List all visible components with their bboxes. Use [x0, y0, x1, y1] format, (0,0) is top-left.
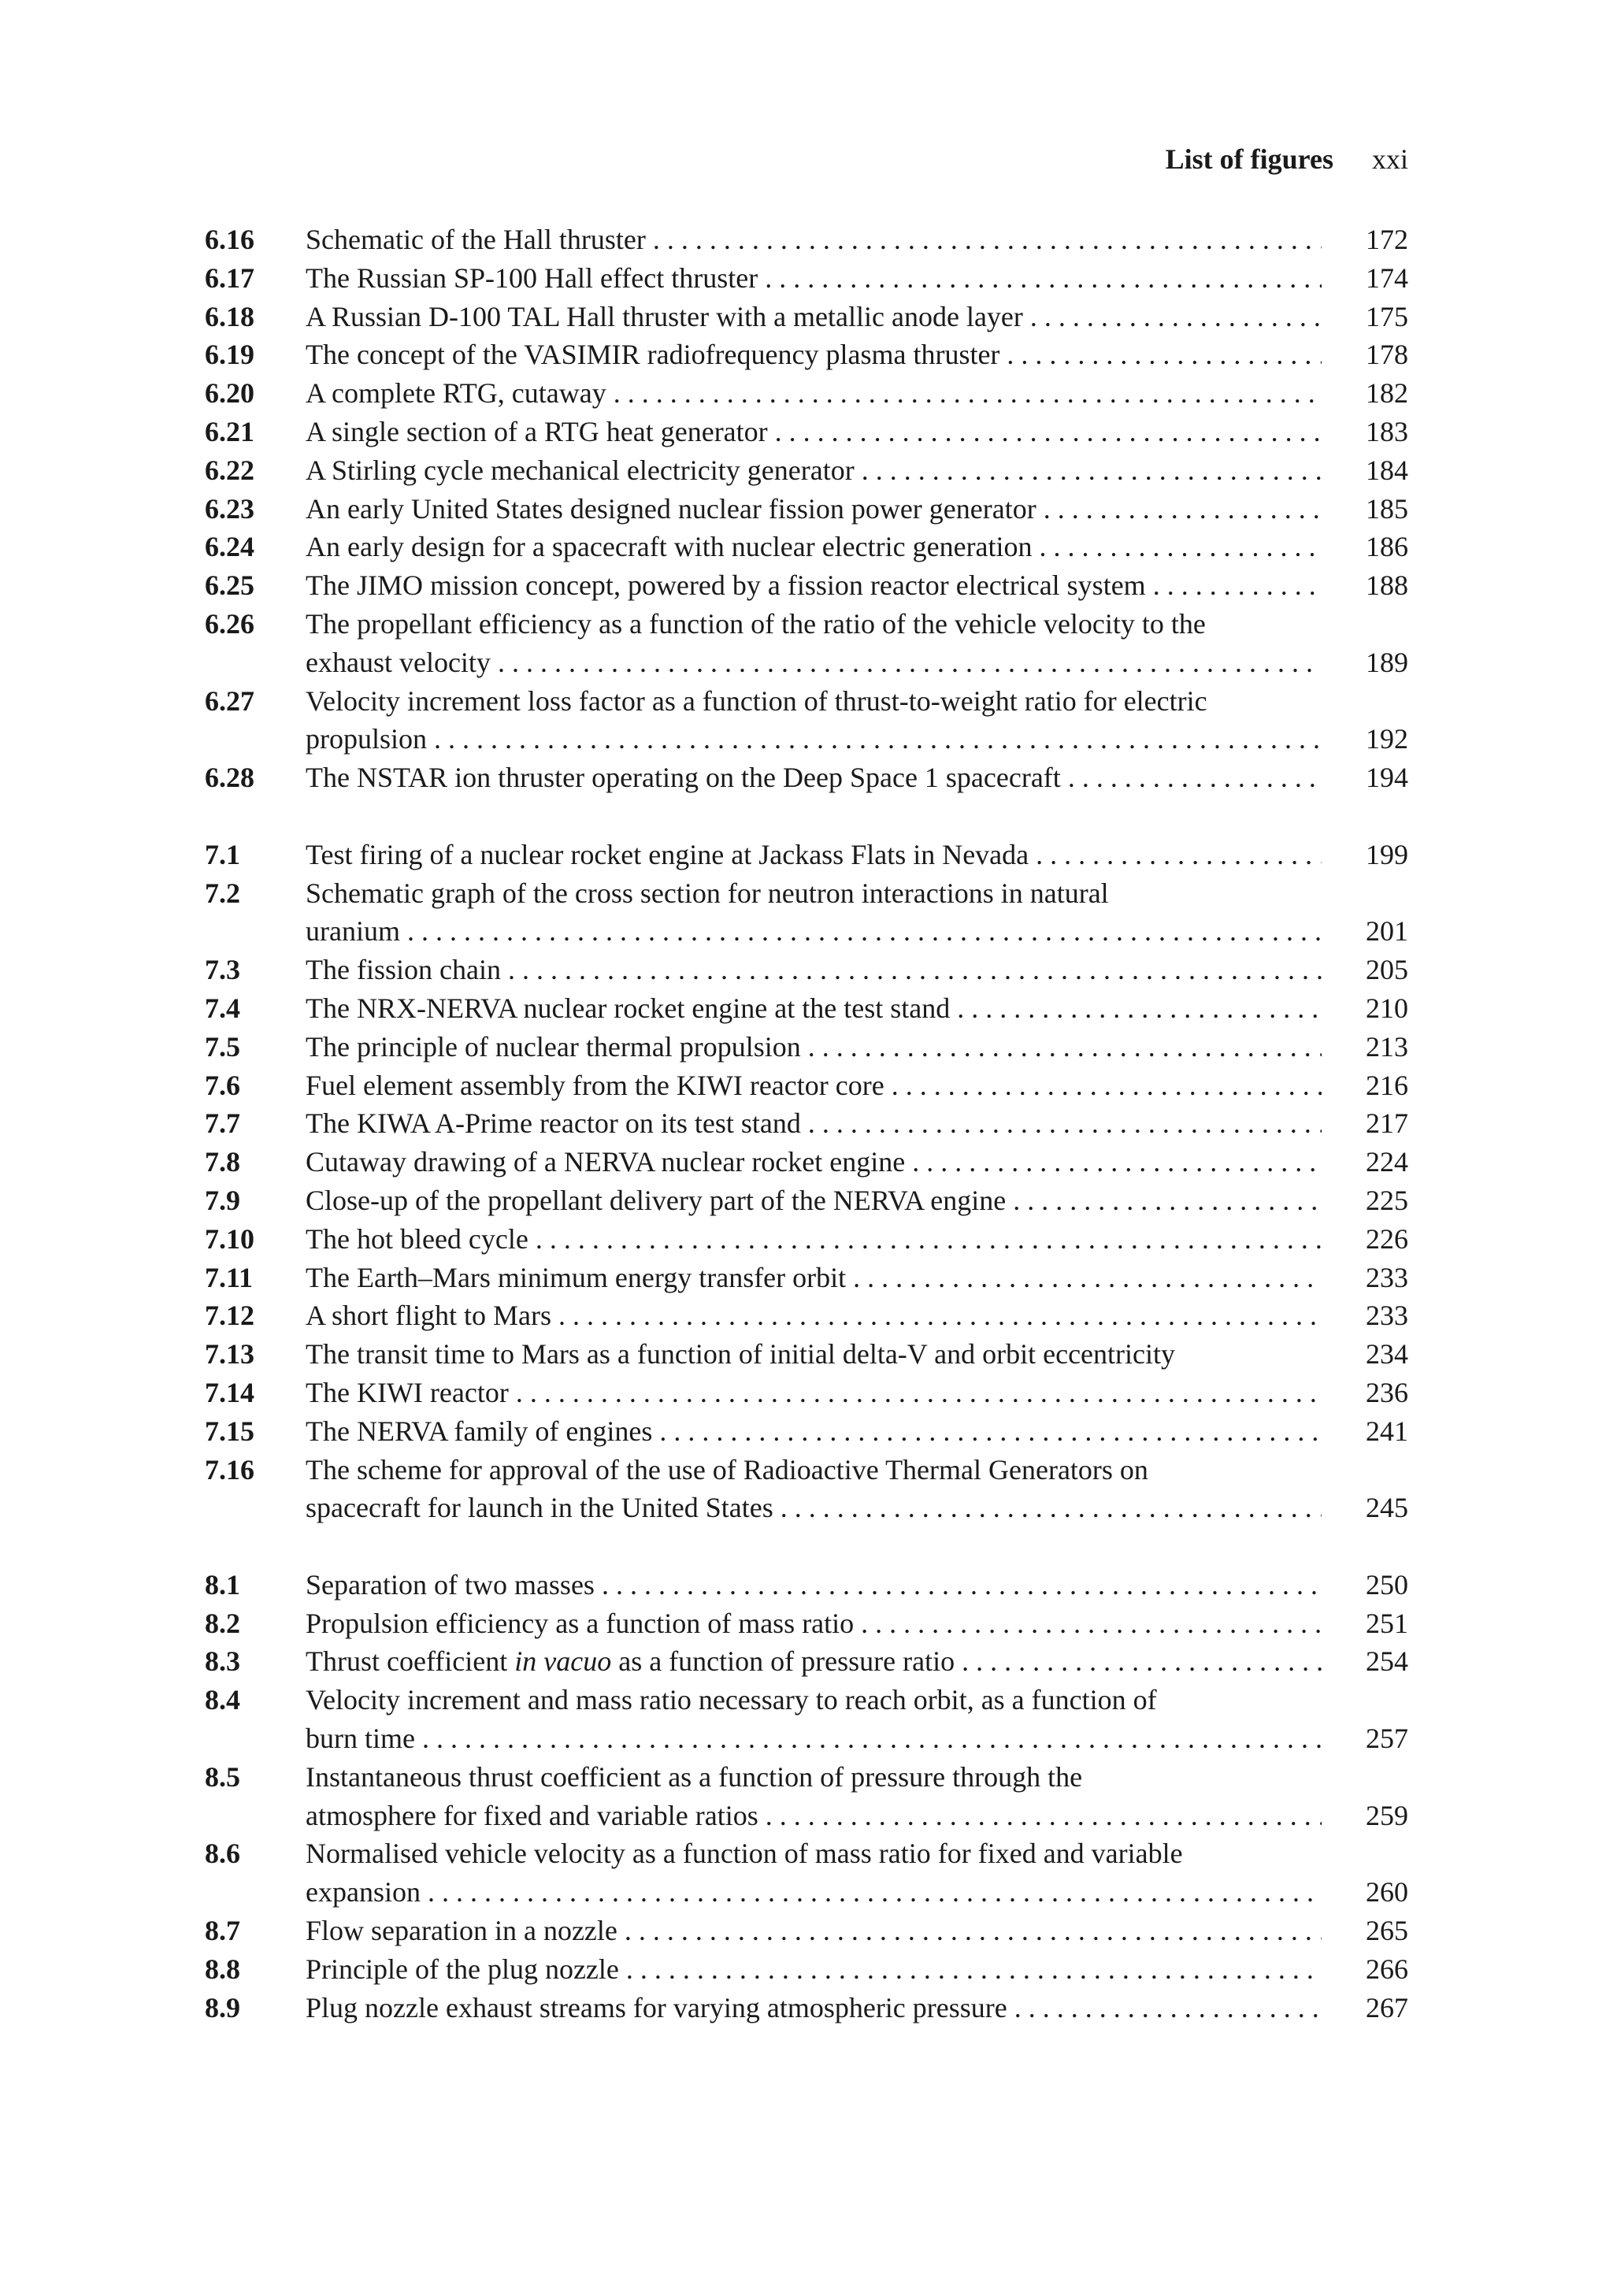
caption-last-line: The NSTAR ion thruster operating on the Deep Space 1 spacecraft . . . — [306, 759, 1322, 797]
figure-page-number: 224 — [1366, 1146, 1408, 1178]
figure-number: 6.21 — [205, 415, 254, 447]
figure-entry — [205, 221, 1408, 259]
figure-page-number: 210 — [1366, 992, 1408, 1024]
figure-number: 7.2 — [205, 877, 240, 909]
figure-page-number: 267 — [1366, 1991, 1408, 2023]
figure-number: 8.8 — [205, 1953, 240, 1985]
figure-number: 7.14 — [205, 1376, 254, 1408]
figure-caption — [306, 1451, 1322, 1528]
figure-page-number: 251 — [1366, 1607, 1408, 1639]
figure-number: 8.5 — [205, 1760, 240, 1793]
figure-caption — [306, 336, 1322, 374]
figure-caption — [306, 451, 1322, 490]
figure-caption — [306, 1989, 1322, 2027]
figure-number: 7.11 — [205, 1261, 254, 1293]
figure-page-number: 185 — [1366, 492, 1408, 525]
figure-number: 7.10 — [205, 1222, 254, 1255]
figure-caption — [306, 1604, 1322, 1643]
figure-page-number: 265 — [1366, 1915, 1408, 1947]
figure-caption — [306, 1066, 1322, 1105]
figure-caption — [306, 1143, 1322, 1181]
figure-number: 6.26 — [205, 607, 254, 640]
figure-entry — [205, 451, 1408, 490]
figure-caption — [306, 1028, 1322, 1066]
caption-last-line: The hot bleed cycle . . . — [306, 1220, 1322, 1259]
figure-number: 6.18 — [205, 300, 254, 332]
figure-page-number: 192 — [1366, 723, 1408, 755]
figure-number: 8.1 — [205, 1568, 240, 1601]
figure-number: 7.3 — [205, 954, 240, 986]
figure-entry — [205, 1604, 1408, 1643]
figure-entry — [205, 1374, 1408, 1412]
figure-page-number: 259 — [1366, 1799, 1408, 1831]
figure-number: 7.16 — [205, 1453, 254, 1486]
figure-entry — [205, 1681, 1408, 1758]
caption-last-line: propulsion . . . — [306, 720, 1322, 759]
figure-entry — [205, 1950, 1408, 1989]
figure-entry — [205, 1181, 1408, 1220]
caption-last-line: The concept of the VASIMIR radiofrequency plasma thruster . . . — [306, 336, 1322, 374]
figure-number: 6.19 — [205, 339, 254, 371]
figure-page-number: 194 — [1366, 762, 1408, 794]
figure-caption — [306, 1566, 1322, 1604]
figure-page-number: 233 — [1366, 1300, 1408, 1332]
figure-page-number: 254 — [1366, 1645, 1408, 1678]
figure-page-number: 225 — [1366, 1184, 1408, 1216]
figure-caption — [306, 1912, 1322, 1950]
figure-number: 7.4 — [205, 992, 240, 1024]
figure-number: 8.4 — [205, 1684, 240, 1716]
figure-caption — [306, 413, 1322, 451]
figure-entry — [205, 836, 1408, 874]
figure-entry — [205, 1066, 1408, 1105]
figure-entry — [205, 298, 1408, 336]
figure-number: 8.9 — [205, 1991, 240, 2023]
figure-entry — [205, 1028, 1408, 1066]
figure-entry — [205, 1143, 1408, 1181]
caption-last-line: Cutaway drawing of a NERVA nuclear rocket engine . . . — [306, 1143, 1322, 1181]
figure-page-number: 175 — [1366, 300, 1408, 332]
caption-line: Schematic graph of the cross section for neutron interactions in natural — [306, 877, 1109, 909]
caption-last-line: A short flight to Mars . . . — [306, 1296, 1322, 1335]
figure-page-number: 199 — [1366, 838, 1408, 870]
figure-entry — [205, 1642, 1408, 1681]
caption-last-line: Flow separation in a nozzle . . . — [306, 1912, 1322, 1950]
figure-page-number: 172 — [1366, 224, 1408, 255]
caption-last-line: Propulsion efficiency as a function of mass ratio . . . — [306, 1604, 1322, 1643]
figure-page-number: 226 — [1366, 1222, 1408, 1255]
figure-entry — [205, 759, 1408, 797]
figure-caption — [306, 1104, 1322, 1143]
figure-entry — [205, 1834, 1408, 1912]
caption-last-line: Test firing of a nuclear rocket engine at Jackass Flats in Nevada . . . — [306, 836, 1322, 874]
figure-number: 6.16 — [205, 224, 254, 255]
caption-last-line: Separation of two masses . . . — [306, 1566, 1322, 1604]
caption-last-line: The JIMO mission concept, powered by a fission reactor electrical system . . . — [306, 566, 1322, 605]
caption-last-line: Schematic of the Hall thruster . . . — [306, 221, 1322, 259]
figure-entry — [205, 1451, 1408, 1528]
figure-page-number: 260 — [1366, 1876, 1408, 1908]
figure-number: 7.7 — [205, 1107, 240, 1140]
figure-number: 6.24 — [205, 531, 254, 563]
figure-caption — [306, 259, 1322, 298]
figure-caption — [306, 759, 1322, 797]
caption-last-line: expansion . . . — [306, 1873, 1322, 1912]
figure-page-number: 257 — [1366, 1723, 1408, 1755]
figure-caption — [306, 605, 1322, 682]
caption-last-line: A Russian D-100 TAL Hall thruster with a metallic anode layer . . . — [306, 298, 1322, 336]
figure-page-number: 188 — [1366, 569, 1408, 602]
figure-entry — [205, 490, 1408, 529]
figure-page-number: 182 — [1366, 377, 1408, 410]
figure-number: 7.12 — [205, 1300, 254, 1332]
figure-caption — [306, 951, 1322, 989]
list-of-figures — [205, 221, 1408, 2027]
figure-caption — [306, 490, 1322, 529]
caption-last-line: The fission chain . . . — [306, 951, 1322, 989]
header-title: List of figures — [1165, 143, 1333, 175]
caption-last-line: exhaust velocity . . . — [306, 644, 1322, 682]
figure-caption — [306, 874, 1322, 951]
figure-entry — [205, 1104, 1408, 1143]
running-header — [1166, 140, 1408, 178]
figure-entry — [205, 989, 1408, 1028]
figure-entry — [205, 1220, 1408, 1259]
figure-caption — [306, 528, 1322, 566]
caption-line: Velocity increment loss factor as a function of thrust-to-weight ratio for electric — [306, 684, 1207, 717]
figure-caption — [306, 1259, 1322, 1297]
figure-number: 7.5 — [205, 1030, 240, 1063]
caption-last-line: Thrust coefficient in vacuo as a function of pressure ratio . . . — [306, 1642, 1322, 1681]
figure-number: 7.6 — [205, 1069, 240, 1101]
figure-caption — [306, 566, 1322, 605]
figure-number: 8.6 — [205, 1838, 240, 1870]
caption-last-line: uranium . . . — [306, 912, 1322, 951]
figure-caption — [306, 221, 1322, 259]
figure-page-number: 217 — [1366, 1107, 1408, 1140]
figure-caption — [306, 682, 1322, 759]
figure-number: 6.27 — [205, 684, 254, 717]
figure-number: 7.8 — [205, 1146, 240, 1178]
figure-page-number: 201 — [1366, 915, 1408, 948]
figure-entry — [205, 1259, 1408, 1297]
figure-page-number: 186 — [1366, 531, 1408, 563]
figure-number: 7.1 — [205, 838, 240, 870]
figure-caption — [306, 298, 1322, 336]
caption-last-line: An early United States designed nuclear fission power generator . . . — [306, 490, 1322, 529]
figure-page-number: 241 — [1366, 1415, 1408, 1447]
figure-page-number: 205 — [1366, 954, 1408, 986]
figure-caption — [306, 1834, 1322, 1912]
figure-caption — [306, 1950, 1322, 1989]
figure-number: 7.15 — [205, 1415, 254, 1447]
figure-page-number: 213 — [1366, 1030, 1408, 1063]
caption-last-line: A single section of a RTG heat generator . . . — [306, 413, 1322, 451]
caption-last-line: atmosphere for fixed and variable ratios . . . — [306, 1797, 1322, 1835]
figure-number: 6.25 — [205, 569, 254, 602]
caption-last-line: The NERVA family of engines . . . — [306, 1412, 1322, 1451]
figure-caption — [306, 1412, 1322, 1451]
figure-page-number: 236 — [1366, 1376, 1408, 1408]
figure-page-number: 233 — [1366, 1261, 1408, 1293]
figure-entry — [205, 682, 1408, 759]
figure-entry — [205, 374, 1408, 413]
caption-line: Velocity increment and mass ratio necessary to reach orbit, as a function of — [306, 1684, 1157, 1716]
figure-caption — [306, 836, 1322, 874]
caption-last-line: The KIWA A-Prime reactor on its test stand . . . — [306, 1104, 1322, 1143]
figure-caption — [306, 1681, 1322, 1758]
figure-number: 6.20 — [205, 377, 254, 410]
figure-caption — [306, 1374, 1322, 1412]
caption-line: The scheme for approval of the use of Radioactive Thermal Generators on — [306, 1453, 1148, 1486]
caption-last-line: Fuel element assembly from the KIWI reactor core . . . — [306, 1066, 1322, 1105]
figure-entry — [205, 1296, 1408, 1335]
figure-caption — [306, 1296, 1322, 1335]
figure-page-number: 216 — [1366, 1069, 1408, 1101]
figure-page-number: 189 — [1366, 646, 1408, 678]
figure-number: 6.17 — [205, 261, 254, 294]
figure-entry — [205, 528, 1408, 566]
figure-entry — [205, 336, 1408, 374]
caption-last-line: The Russian SP-100 Hall effect thruster . . . — [306, 259, 1322, 298]
figure-caption — [306, 1181, 1322, 1220]
figure-entry — [205, 1566, 1408, 1604]
figure-page-number: 234 — [1366, 1338, 1408, 1371]
figure-page-number: 250 — [1366, 1568, 1408, 1601]
caption-last-line: An early design for a spacecraft with nuclear electric generation . . . — [306, 528, 1322, 566]
caption-last-line: The Earth–Mars minimum energy transfer orbit . . . — [306, 1259, 1322, 1297]
figure-caption — [306, 1758, 1322, 1835]
figure-page-number: 266 — [1366, 1953, 1408, 1985]
caption-last-line: The principle of nuclear thermal propulsion . . . — [306, 1028, 1322, 1066]
figure-entry — [205, 1989, 1408, 2027]
figure-number: 6.23 — [205, 492, 254, 525]
caption-last-line: Close-up of the propellant delivery part of the NERVA engine . . . — [306, 1181, 1322, 1220]
figure-entry — [205, 566, 1408, 605]
caption-last-line: A Stirling cycle mechanical electricity generator . . . — [306, 451, 1322, 490]
figure-page-number: 245 — [1366, 1492, 1408, 1524]
figure-number: 8.7 — [205, 1915, 240, 1947]
figure-caption — [306, 1642, 1322, 1681]
caption-last-line: spacecraft for launch in the United States . . . — [306, 1489, 1322, 1527]
figure-entry — [205, 1758, 1408, 1835]
figure-page-number: 183 — [1366, 415, 1408, 447]
figure-entry — [205, 1335, 1408, 1374]
header-page-number: xxi — [1371, 143, 1408, 175]
figure-entry — [205, 874, 1408, 951]
caption-last-line: The transit time to Mars as a function of initial delta-V and orbit eccentricity — [306, 1338, 1175, 1371]
figure-entry — [205, 413, 1408, 451]
caption-last-line: The KIWI reactor . . . — [306, 1374, 1322, 1412]
figure-entry — [205, 1412, 1408, 1451]
figure-number: 8.3 — [205, 1645, 240, 1678]
figure-caption — [306, 1220, 1322, 1259]
caption-last-line: A complete RTG, cutaway . . . — [306, 374, 1322, 413]
figure-caption — [306, 374, 1322, 413]
figure-entry — [205, 605, 1408, 682]
figure-number: 7.9 — [205, 1184, 240, 1216]
figure-entry — [205, 951, 1408, 989]
figure-number: 8.2 — [205, 1607, 240, 1639]
figure-entry — [205, 1912, 1408, 1950]
caption-line: The propellant efficiency as a function of the ratio of the vehicle velocity to the — [306, 607, 1206, 640]
caption-last-line: Plug nozzle exhaust streams for varying atmospheric pressure . . . — [306, 1989, 1322, 2027]
figure-caption — [306, 1335, 1322, 1374]
figure-caption — [306, 989, 1322, 1028]
caption-last-line: The NRX-NERVA nuclear rocket engine at the test stand . . . — [306, 989, 1322, 1028]
caption-line: Normalised vehicle velocity as a function of mass ratio for fixed and variable — [306, 1838, 1183, 1870]
figure-page-number: 178 — [1366, 339, 1408, 371]
caption-last-line: burn time . . . — [306, 1719, 1322, 1758]
figure-number: 6.22 — [205, 454, 254, 486]
figure-entry — [205, 259, 1408, 298]
figure-number: 7.13 — [205, 1338, 254, 1371]
figure-page-number: 184 — [1366, 454, 1408, 486]
figure-page-number: 174 — [1366, 261, 1408, 294]
caption-last-line: Principle of the plug nozzle . . . — [306, 1950, 1322, 1989]
caption-line: Instantaneous thrust coefficient as a function of pressure through the — [306, 1760, 1083, 1793]
figure-number: 6.28 — [205, 762, 254, 794]
